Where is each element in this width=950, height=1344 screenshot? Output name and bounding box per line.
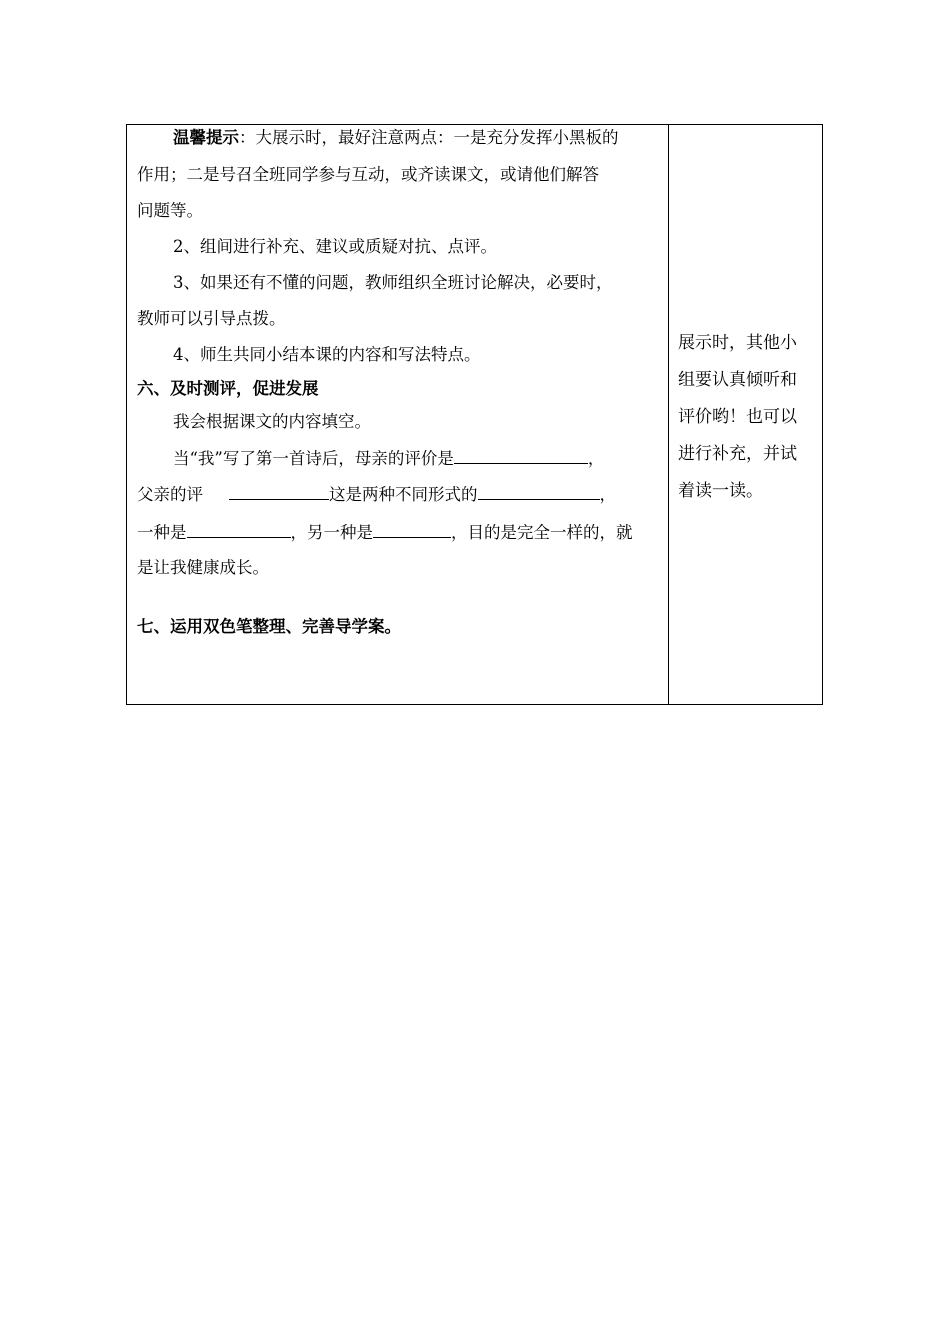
side-note-line: 展示时，其他小	[678, 333, 797, 353]
item-4: 4、师生共同小结本课的内容和写法特点。	[173, 345, 481, 364]
answer-blank-3[interactable]	[478, 482, 600, 500]
side-note-column	[678, 325, 818, 510]
fill-line-2	[137, 482, 662, 506]
fill-instruction: 我会根据课文的内容填空。	[173, 412, 371, 431]
fill-text-3b: ，另一种是	[290, 523, 373, 542]
fill-line-4: 是让我健康成长。	[137, 558, 269, 577]
item-2: 2、组间进行补充、建议或质疑对抗、点评。	[173, 237, 497, 256]
side-note-line: 评价哟！也可以	[678, 407, 797, 427]
answer-blank-4[interactable]	[187, 520, 291, 538]
fill-text-2b: 这是两种不同形式的	[329, 485, 478, 504]
answer-blank-1[interactable]	[454, 446, 588, 464]
fill-text-2a: 父亲的评	[137, 485, 203, 504]
item-3-line-1: 3、如果还有不懂的问题，教师组织全班讨论解决，必要时，	[173, 273, 613, 292]
tip-line-1	[137, 126, 698, 150]
fill-line-3	[137, 520, 662, 544]
section-6-heading: 六、及时测评，促进发展	[137, 379, 319, 398]
tip-line-3: 问题等。	[137, 201, 203, 220]
fill-text-1b: ，	[587, 449, 605, 468]
tip-line-2: 作用；二是号召全班同学参与互动，或齐读课文，或请他们解答	[137, 165, 599, 184]
tip-label: 温馨提示	[173, 128, 239, 147]
tip-text-1: ：大展示时，最好注意两点：一是充分发挥小黑板的	[239, 128, 619, 147]
fill-text-3c: ，目的是完全一样的，就	[451, 523, 633, 542]
fill-text-3a: 一种是	[137, 523, 187, 542]
fill-text-1a: 当“我”写了第一首诗后，母亲的评价是	[173, 449, 454, 468]
section-7-heading: 七、运用双色笔整理、完善导学案。	[137, 617, 401, 636]
side-note-line: 组要认真倾听和	[678, 370, 797, 390]
side-note-line: 着读一读。	[678, 481, 763, 501]
answer-blank-2[interactable]	[229, 482, 329, 500]
answer-blank-5[interactable]	[373, 520, 451, 538]
fill-line-1	[137, 446, 698, 470]
fill-text-2c: ，	[599, 485, 616, 504]
side-note-line: 进行补充，并试	[678, 444, 797, 464]
item-3-line-2: 教师可以引导点拨。	[137, 309, 286, 328]
content-table	[126, 124, 823, 705]
